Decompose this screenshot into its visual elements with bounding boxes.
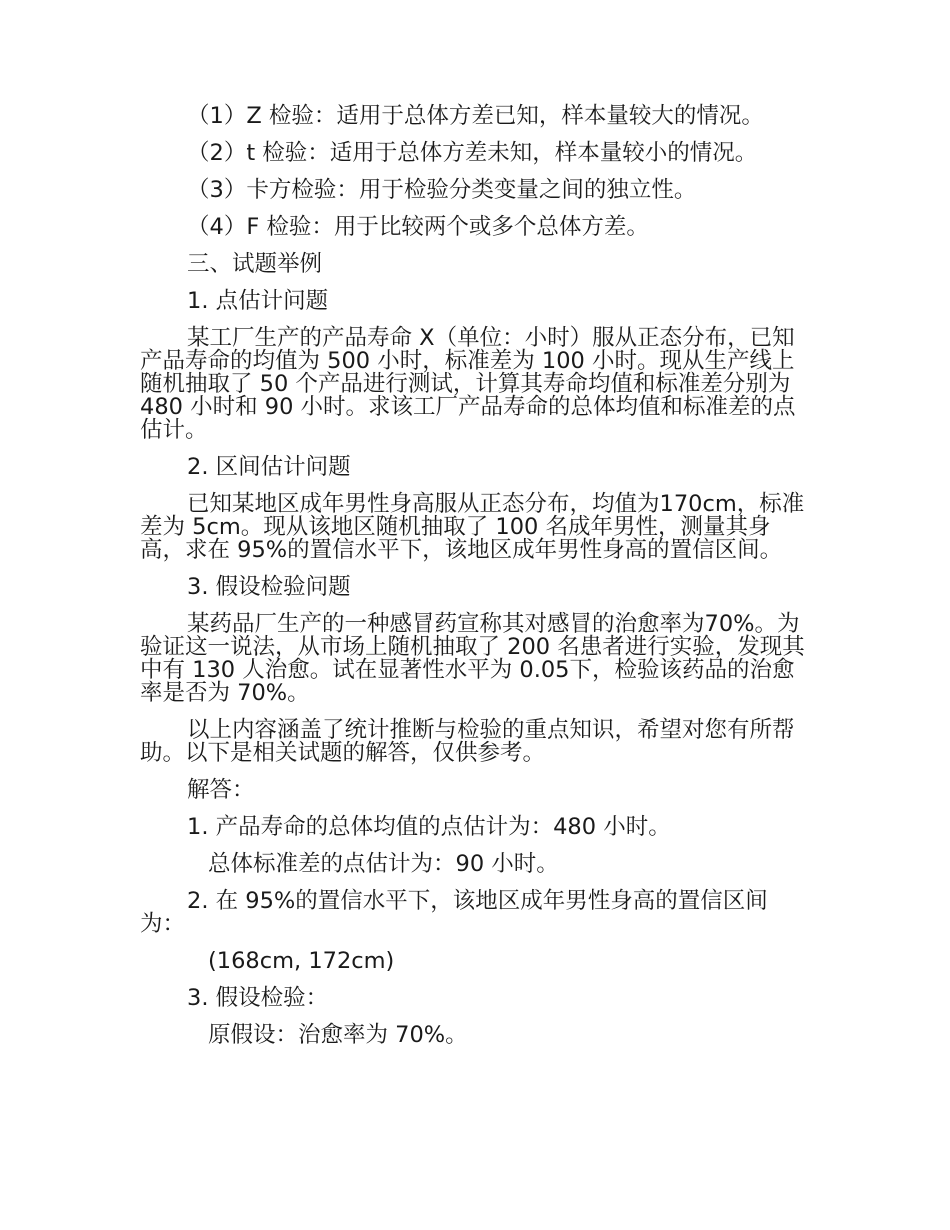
question-1-title: 1. 点估计问题 xyxy=(187,288,329,314)
question-2-body: 已知某地区成年男性身高服从正态分布，均值为170cm，标准差为 5cm。现从该地区随机抽取了 100 名成年男性，测量其身高，求在 95%的置信水平下，该地区成年男性身高的置信区间。 xyxy=(140,491,805,563)
answer-2-statement: 2. 在 95%的置信水平下，该地区成年男性身高的置信区间为： xyxy=(140,888,768,937)
question-2-title: 2. 区间估计问题 xyxy=(187,454,351,480)
answer-1-mean: 1. 产品寿命的总体均值的点估计为：480 小时。 xyxy=(187,814,671,840)
answer-3-title: 3. 假设检验： xyxy=(187,985,329,1011)
answer-1-std: 总体标准差的点估计为：90 小时。 xyxy=(208,851,559,877)
closing-paragraph: 以上内容涵盖了统计推断与检验的重点知识，希望对您有所帮助。以下是相关试题的解答，仅供参考。 xyxy=(140,717,795,766)
document-page xyxy=(140,105,808,1061)
answer-2-interval: (168cm, 172cm) xyxy=(208,948,395,974)
answer-3-null-hypothesis: 原假设：治愈率为 70%。 xyxy=(208,1022,468,1048)
z-test-item: （1）Z 检验：适用于总体方差已知，样本量较大的情况。 xyxy=(187,103,764,129)
question-3-title: 3. 假设检验问题 xyxy=(187,574,351,600)
answers-heading: 解答： xyxy=(187,777,255,803)
section-heading-examples: 三、试题举例 xyxy=(187,251,323,277)
question-3-body: 某药品厂生产的一种感冒药宣称其对感冒的治愈率为70%。为验证这一说法，从市场上随机抽取了 200 名患者进行实验，发现其中有 130 人治愈。试在显著性水平为 0.05下，检验该药品的治愈率是否为 70%。 xyxy=(140,611,805,706)
t-test-item: （2）t 检验：适用于总体方差未知，样本量较小的情况。 xyxy=(187,140,758,166)
question-1-body: 某工厂生产的产品寿命 X（单位：小时）服从正态分布，已知产品寿命的均值为 500 小时，标准差为 100 小时。现从生产线上随机抽取了 50 个产品进行测试，计算其寿命均值和标准差分别为 480 小时和 90 小时。求该工厂产品寿命的总体均值和标准差的点估计。 xyxy=(140,325,796,443)
chi-square-test-item: （3）卡方检验：用于检验分类变量之间的独立性。 xyxy=(187,177,697,203)
f-test-item: （4）F 检验：用于比较两个或多个总体方差。 xyxy=(187,214,649,240)
